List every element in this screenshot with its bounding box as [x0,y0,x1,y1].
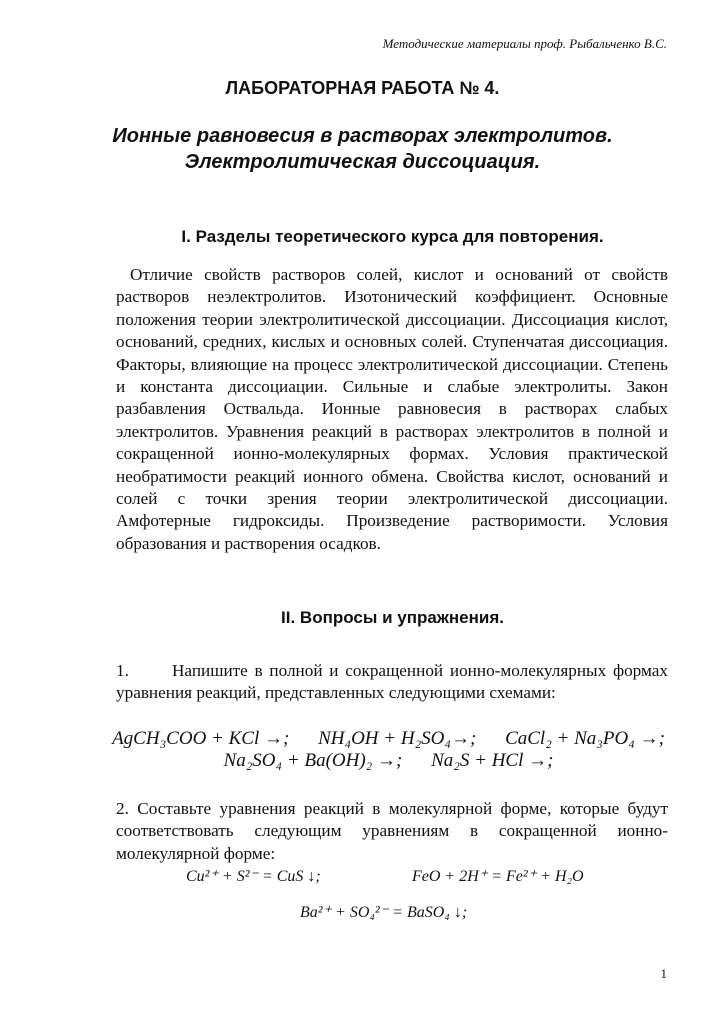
lab-title: ЛАБОРАТОРНАЯ РАБОТА № 4. [225,78,500,98]
question-1-text: Напишите в полной и сокращенной ионно-молекулярных формах уравнения реакций, представленных следующими схемами: [116,661,668,703]
subtitle-line2: Электролитическая диссоциация. [184,151,541,173]
question-1-number: 1. [116,661,129,680]
theory-paragraph: Отличие свойств растворов солей, кислот и оснований от свойств растворов неэлектролитов. Изотонический коэффициент. Основные положения теории электролитической диссоциации. Диссоциация кислот, оснований, средних, кислых и основных солей. Ступенчатая диссоциация. Факторы, влияющие на процесс электролитической диссоциации. Степень и константа диссоциации. Сильные и слабые электролиты. Закон разбавления Оствальда. Ионные равновесия в растворах слабых электролитов. Уравнения реакций в растворах электролитов в полной и сокращенной ионно-молекулярных формах. Условия практической необратимости реакций ионного обмена. Свойства кислот, оснований и солей с точки зрения теории электролитической диссоциации. Амфотерные гидроксиды. Произведение растворимости. Условия образования и растворения осадков. [116,265,668,553]
equation-row-2 [26,750,725,772]
page-number: 1 [660,966,667,981]
equation-1: AgCH₃COO + KCl →; [112,728,290,749]
header-note: Методические материалы проф. Рыбальченко В.С. [382,36,667,51]
subtitle-line1: Ионные равновесия в растворах электролитов. [112,125,613,147]
equation-2: NH₄OH + H₂SO₄→; [318,728,477,749]
equation-4: Na₂SO₄ + Ba(OH)₂ →; [223,750,403,771]
equation-5: Na₂S + HCl →; [431,750,554,771]
question-2: 2. Составьте уравнения реакций в молекулярной форме, которые будут соответствовать следующим уравнениям в сокращенной ионно-молекулярной форме: [116,799,668,863]
question-1 [116,660,668,705]
section2-heading: II. Вопросы и упражнения. [281,608,504,627]
equation-3: CaCl₂ + Na₃PO₄ →; [505,728,665,749]
section1-heading: I. Разделы теоретического курса для повторения. [181,227,604,246]
equation-row-1 [26,728,725,750]
ionic-equation-3: Ba²⁺ + SO₄²⁻ = BaSO₄ ↓; [300,904,468,921]
ionic-equation-2: FeO + 2H⁺ = Fe²⁺ + H₂O [412,868,584,885]
ionic-equation-1: Cu²⁺ + S²⁻ = CuS ↓; [186,868,321,885]
